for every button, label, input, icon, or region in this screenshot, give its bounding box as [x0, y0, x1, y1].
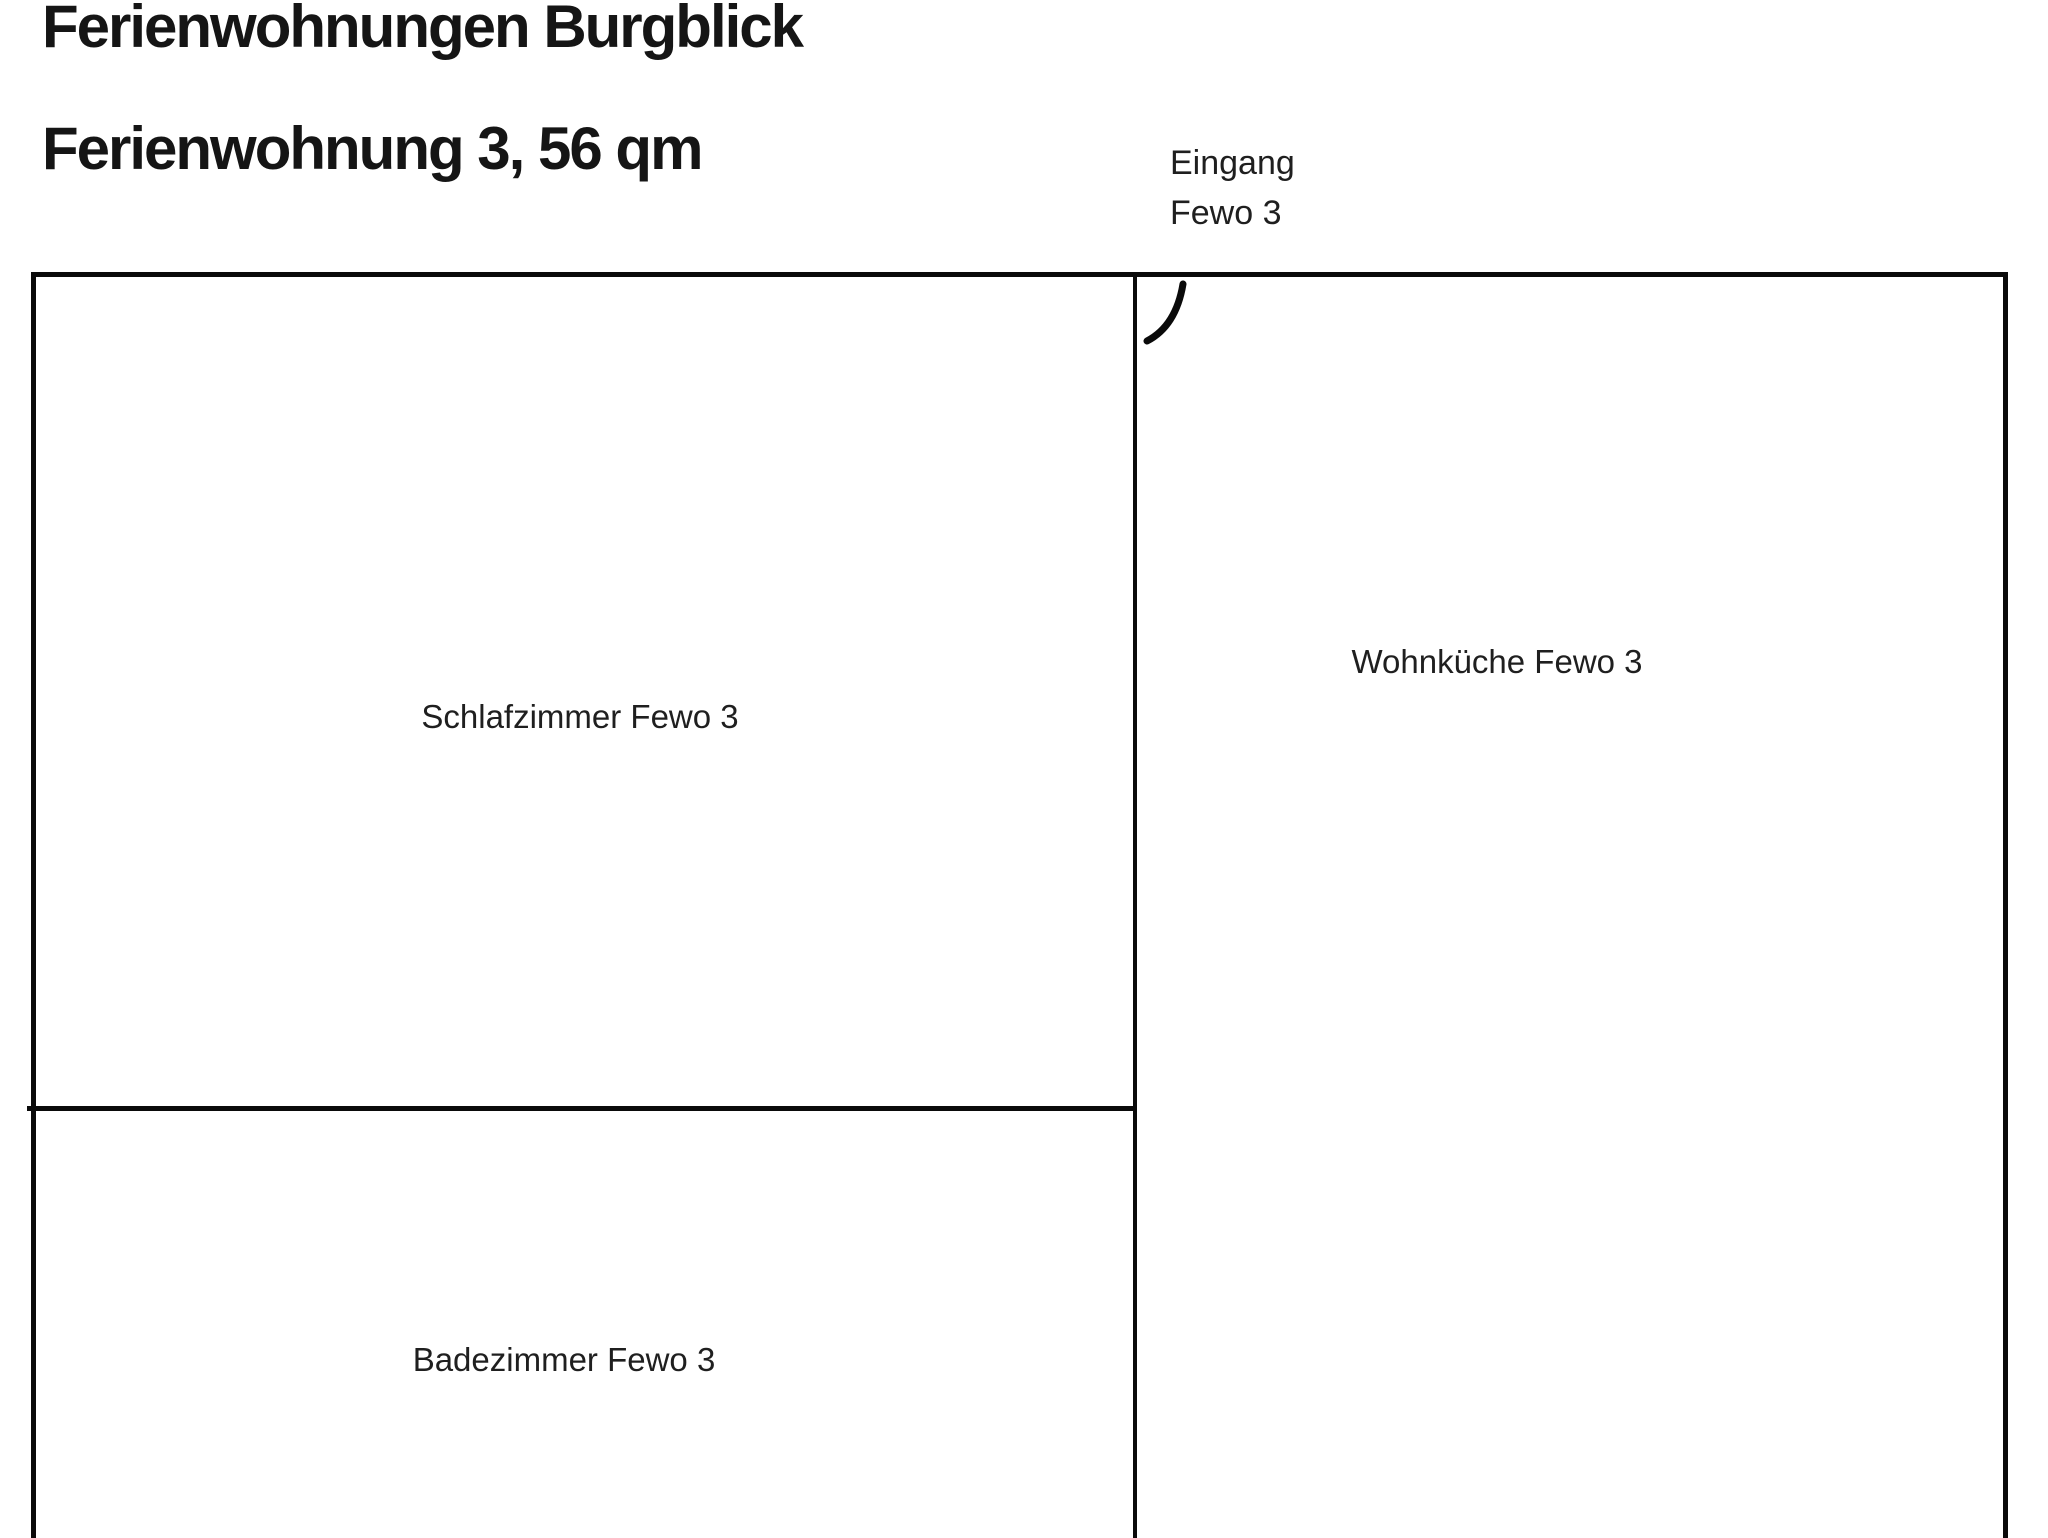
room-label-badezimmer: Badezimmer Fewo 3: [412, 1341, 716, 1378]
entrance-label-line1: Eingang: [1170, 144, 1295, 182]
wall-top: [31, 272, 2008, 277]
entrance-label: [1170, 138, 1295, 238]
apartment-subtitle: Ferienwohnung 3, 56 qm: [42, 115, 702, 182]
entrance-label-line2: Fewo 3: [1170, 194, 1282, 232]
wall-interior-horizontal: [27, 1106, 1137, 1111]
page-title: Ferienwohnungen Burgblick: [42, 0, 803, 60]
entrance-door-swing-icon: [1130, 275, 1250, 395]
wall-right: [2003, 272, 2008, 1538]
room-label-wohnkueche: Wohnküche Fewo 3: [1351, 643, 1643, 680]
wall-interior-vertical: [1133, 277, 1137, 1538]
room-label-schlafzimmer: Schlafzimmer Fewo 3: [421, 698, 739, 735]
wall-left: [31, 272, 36, 1538]
